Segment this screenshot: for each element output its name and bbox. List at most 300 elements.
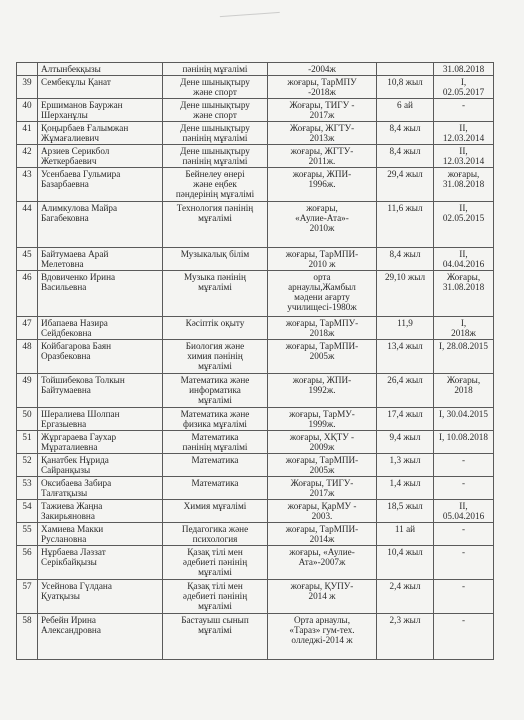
experience-cell: 2,4 жыл	[377, 580, 434, 614]
subject-cell-line: мұғалімі	[198, 282, 232, 292]
experience-cell: 10,8 жыл	[377, 76, 434, 99]
category-cell-line: 05.04.2016	[442, 511, 485, 521]
teacher-name-line: Байтумаевна	[41, 385, 91, 395]
education-cell-line: жоғары,	[306, 203, 338, 213]
education-cell	[268, 99, 377, 122]
teacher-name-line: Шерханұлы	[41, 110, 88, 120]
teacher-name-line: Қанатбек Нұрида	[41, 455, 109, 465]
category-cell	[434, 271, 494, 317]
education-cell-line: Жоғары, ТИГУ -	[289, 100, 355, 110]
category-cell-line: 02.05.2017	[442, 87, 485, 97]
education-cell-line: жоғары, ЖПИ-	[292, 375, 352, 385]
education-cell-line: жоғары, ҚУПУ-	[290, 581, 354, 591]
table-row	[17, 340, 494, 374]
teacher-name-line: Талғатқызы	[41, 488, 88, 498]
experience-cell: 6 ай	[377, 99, 434, 122]
teacher-name-line: Мұраталиевна	[41, 442, 98, 452]
subject-cell-line: Математика	[191, 455, 239, 465]
category-cell-line: -	[461, 615, 466, 625]
education-cell	[268, 317, 377, 340]
education-cell-line: -2018ж	[308, 87, 336, 97]
row-number: 39	[17, 76, 38, 99]
subject-cell-line: Дене шынықтыру	[180, 100, 250, 110]
category-cell-line: 2018	[454, 385, 473, 395]
teacher-name-line: Тажиева Жаңна	[41, 501, 103, 511]
subject-cell-line: мұғалімі	[198, 361, 232, 371]
education-cell-line: олледжі-2014 ж	[291, 635, 353, 645]
subject-cell-line: Қазақ тілі мен	[187, 547, 243, 557]
row-number: 51	[17, 431, 38, 454]
teacher-name-line: Алимкулова Майра	[41, 203, 118, 213]
education-cell-line: жоғары, ХҚТУ -	[289, 432, 355, 442]
experience-cell: 8,4 жыл	[377, 122, 434, 145]
education-cell-line: мәдени ағарту	[294, 292, 350, 302]
table-row	[17, 63, 494, 76]
subject-cell	[163, 122, 268, 145]
category-cell	[434, 168, 494, 202]
education-cell	[268, 580, 377, 614]
teacher-name	[38, 99, 163, 122]
teacher-name-line: Ибапаева Назира	[41, 318, 108, 328]
category-cell-line: 31.08.2018	[442, 179, 485, 189]
row-number: 54	[17, 500, 38, 523]
teacher-name-line: Оксибаева Забира	[41, 478, 112, 488]
education-cell-line: 2018ж	[309, 328, 335, 338]
subject-cell	[163, 477, 268, 500]
row-number: 40	[17, 99, 38, 122]
subject-cell-line: мұғалімі	[198, 601, 232, 611]
education-cell-line: 1999ж.	[308, 419, 336, 429]
teacher-name-line: Нұрбаева Ләззат	[41, 547, 106, 557]
category-cell-line: II,	[459, 123, 468, 133]
teacher-name	[38, 76, 163, 99]
table-row	[17, 454, 494, 477]
teacher-name-line: Қуатқызы	[41, 591, 80, 601]
teacher-name	[38, 374, 163, 408]
teacher-name-line: Усейнова Гүлдана	[41, 581, 112, 591]
category-cell-line: -	[461, 478, 466, 488]
staff-table	[16, 62, 494, 660]
experience-cell: 10,4 жыл	[377, 546, 434, 580]
education-cell-line: 2005ж	[309, 351, 335, 361]
education-cell-line: Жоғары, ТИГУ-	[290, 478, 354, 488]
experience-cell: 9,4 жыл	[377, 431, 434, 454]
subject-cell-line: Педагогика және	[181, 524, 249, 534]
teacher-name	[38, 523, 163, 546]
education-cell-line: арнаулы,Жамбыл	[288, 282, 356, 292]
row-number: 52	[17, 454, 38, 477]
category-cell	[434, 317, 494, 340]
category-cell-line: 04.04.2016	[442, 259, 485, 269]
teacher-name	[38, 340, 163, 374]
teacher-name-line: Жұргараева Гаухар	[41, 432, 117, 442]
table-row	[17, 168, 494, 202]
education-cell-line: 2010 ж	[308, 259, 336, 269]
table-row	[17, 500, 494, 523]
education-cell-line: жоғары, ТарМПИ-	[285, 455, 359, 465]
subject-cell-line: және спорт	[193, 87, 237, 97]
education-cell-line: -2004ж	[308, 64, 336, 74]
education-cell-line: жоғары, ЖПИ-	[292, 169, 352, 179]
subject-cell-line: физика мұғалімі	[183, 419, 247, 429]
subject-cell-line: Дене шынықтыру	[180, 77, 250, 87]
education-cell-line: «Аулие-Ата»-	[295, 213, 349, 223]
teacher-name-line: Александровна	[41, 625, 101, 635]
education-cell-line: училищесі-1980ж	[287, 302, 357, 312]
subject-cell-line: пәнінің мұғалімі	[182, 133, 248, 143]
row-number: 50	[17, 408, 38, 431]
teacher-name-line: Закирьяновна	[41, 511, 95, 521]
education-cell-line: 2017ж	[309, 488, 335, 498]
subject-cell-line: Биология және	[185, 341, 245, 351]
category-cell	[434, 500, 494, 523]
subject-cell-line: химия пәнінің	[187, 351, 243, 361]
education-cell-line: 1996ж.	[308, 179, 336, 189]
table-row	[17, 99, 494, 122]
teacher-name	[38, 431, 163, 454]
teacher-name	[38, 614, 163, 660]
subject-cell-line: әдебиеті пәнінің	[182, 557, 248, 567]
education-cell-line: 2010ж	[309, 223, 335, 233]
education-cell-line: жоғары, ТарМПИ-	[285, 249, 359, 259]
education-cell-line: 2011ж.	[308, 156, 336, 166]
subject-cell-line: пәнінің мұғалімі	[182, 156, 248, 166]
table-row	[17, 76, 494, 99]
education-cell-line: Орта арнаулы,	[293, 615, 351, 625]
education-cell	[268, 500, 377, 523]
subject-cell-line: пәндерінің мұғалімі	[175, 189, 255, 199]
experience-cell: 11,9	[377, 317, 434, 340]
subject-cell-line: мұғалімі	[198, 567, 232, 577]
experience-cell: 17,4 жыл	[377, 408, 434, 431]
experience-cell: 8,4 жыл	[377, 145, 434, 168]
subject-cell-line: Математика және	[180, 375, 250, 385]
subject-cell-line: Математика	[191, 432, 239, 442]
teacher-name	[38, 546, 163, 580]
category-cell-line: 12.03.2014	[442, 133, 485, 143]
category-cell-line: II,	[459, 203, 468, 213]
experience-cell: 18,5 жыл	[377, 500, 434, 523]
subject-cell	[163, 580, 268, 614]
teacher-name-line: Базарбаевна	[41, 179, 89, 189]
experience-cell: 2,3 жыл	[377, 614, 434, 660]
education-cell	[268, 477, 377, 500]
education-cell-line: 2014ж	[309, 534, 335, 544]
education-cell	[268, 454, 377, 477]
teacher-name-line: Қоңырбаев Ғалымжан	[41, 123, 129, 133]
teacher-name-line: Тойшибекова Толкын	[41, 375, 125, 385]
teacher-name-line: Оразбековна	[41, 351, 91, 361]
teacher-name-line: Серікбайқызы	[41, 557, 97, 567]
teacher-name-line: Шералиева Шолпан	[41, 409, 120, 419]
education-cell	[268, 546, 377, 580]
teacher-name-line: Жұмағалиевич	[41, 133, 100, 143]
table-row	[17, 477, 494, 500]
teacher-name	[38, 63, 163, 76]
category-cell-line: -	[461, 100, 466, 110]
teacher-name	[38, 168, 163, 202]
row-number: 45	[17, 248, 38, 271]
education-cell	[268, 202, 377, 248]
teacher-name	[38, 477, 163, 500]
category-cell-line: 31.08.2018	[442, 64, 485, 74]
education-cell	[268, 271, 377, 317]
teacher-name	[38, 454, 163, 477]
teacher-name-line: Ершиманов Бауржан	[41, 100, 123, 110]
education-cell	[268, 63, 377, 76]
experience-cell: 1,4 жыл	[377, 477, 434, 500]
subject-cell	[163, 168, 268, 202]
teacher-name	[38, 248, 163, 271]
table-row	[17, 202, 494, 248]
education-cell	[268, 408, 377, 431]
subject-cell	[163, 317, 268, 340]
teacher-name-line: Жеткербаевич	[41, 156, 97, 166]
subject-cell-line: Музыка пәнінің	[184, 272, 246, 282]
subject-cell-line: Музыкалық білім	[180, 249, 250, 259]
category-cell	[434, 63, 494, 76]
subject-cell-line: Бастауыш сынып	[181, 615, 249, 625]
row-number: 41	[17, 122, 38, 145]
teacher-name-line: Руслановна	[41, 534, 87, 544]
subject-cell-line: мұғалімі	[198, 625, 232, 635]
row-number: 55	[17, 523, 38, 546]
education-cell-line: орта	[313, 272, 331, 282]
table-row	[17, 317, 494, 340]
education-cell-line: жоғары, ТарМПИ-	[285, 524, 359, 534]
table-row	[17, 408, 494, 431]
table-row	[17, 546, 494, 580]
teacher-name-line: Мелетовна	[41, 259, 84, 269]
category-cell-line: 2018ж	[451, 328, 476, 338]
row-number: 43	[17, 168, 38, 202]
subject-cell	[163, 76, 268, 99]
subject-cell-line: және еңбек	[193, 179, 237, 189]
experience-cell: 29,10 жыл	[377, 271, 434, 317]
education-cell-line: 2017ж	[309, 110, 335, 120]
subject-cell	[163, 374, 268, 408]
row-number: 44	[17, 202, 38, 248]
education-cell	[268, 168, 377, 202]
experience-cell: 1,3 жыл	[377, 454, 434, 477]
row-number: 53	[17, 477, 38, 500]
category-cell	[434, 523, 494, 546]
category-cell-line: -	[461, 524, 466, 534]
experience-cell: 13,4 жыл	[377, 340, 434, 374]
teacher-name	[38, 122, 163, 145]
category-cell	[434, 76, 494, 99]
teacher-name	[38, 580, 163, 614]
category-cell-line: -	[461, 547, 466, 557]
subject-cell-line: психология	[192, 534, 238, 544]
education-cell-line: жоғары, ТарМУ-	[289, 409, 355, 419]
subject-cell-line: Технология пәнінің	[176, 203, 254, 213]
experience-cell: 11 ай	[377, 523, 434, 546]
category-cell	[434, 408, 494, 431]
category-cell	[434, 477, 494, 500]
category-cell-line: I,	[460, 77, 467, 87]
table-row	[17, 248, 494, 271]
subject-cell	[163, 431, 268, 454]
category-cell	[434, 580, 494, 614]
experience-cell: 11,6 жыл	[377, 202, 434, 248]
education-cell-line: 2014 ж	[308, 591, 336, 601]
subject-cell	[163, 500, 268, 523]
teacher-name-line: Байтумаева Арай	[41, 249, 109, 259]
education-cell-line: жоғары, ТарМПИ-	[285, 341, 359, 351]
category-cell-line: I, 30.04.2015	[439, 409, 488, 419]
teacher-name-line: Сейдбековна	[41, 328, 92, 338]
category-cell-line: I,	[460, 318, 467, 328]
experience-cell: 8,4 жыл	[377, 248, 434, 271]
education-cell	[268, 340, 377, 374]
row-number: 42	[17, 145, 38, 168]
education-cell	[268, 145, 377, 168]
teacher-name	[38, 145, 163, 168]
category-cell	[434, 431, 494, 454]
subject-cell-line: Бейнелеу өнері	[185, 169, 245, 179]
education-cell-line: Жоғары, ЖГТУ-	[289, 123, 355, 133]
row-number: 58	[17, 614, 38, 660]
subject-cell-line: Кәсіптік оқыту	[185, 318, 245, 328]
category-cell	[434, 122, 494, 145]
education-cell-line: жоғары, «Аулие-	[289, 547, 355, 557]
category-cell	[434, 454, 494, 477]
education-cell-line: 2013ж	[309, 133, 335, 143]
category-cell-line: -	[461, 581, 466, 591]
subject-cell-line: мұғалімі	[198, 213, 232, 223]
education-cell-line: жоғары, ҚарМУ -	[287, 501, 357, 511]
table-row	[17, 431, 494, 454]
experience-cell	[377, 63, 434, 76]
education-cell-line: 1992ж.	[308, 385, 336, 395]
row-number: 46	[17, 271, 38, 317]
subject-cell-line: пәнінің мұғалімі	[182, 442, 248, 452]
table-row	[17, 374, 494, 408]
category-cell-line: II,	[459, 249, 468, 259]
teacher-name-line: Багабековна	[41, 213, 89, 223]
teacher-name-line: Арзиев Серикбол	[41, 146, 110, 156]
category-cell	[434, 202, 494, 248]
education-cell	[268, 122, 377, 145]
subject-cell-line: және спорт	[193, 110, 237, 120]
teacher-name-line: Хамиева Макки	[41, 524, 104, 534]
teacher-name-line: Сайранқызы	[41, 465, 91, 475]
category-cell	[434, 614, 494, 660]
category-cell-line: II,	[459, 146, 468, 156]
subject-cell	[163, 248, 268, 271]
education-cell-line: жоғары, ТарМПУ	[287, 77, 357, 87]
table-row	[17, 145, 494, 168]
education-cell-line: 2009ж	[309, 442, 335, 452]
category-cell-line: Жоғары,	[446, 375, 481, 385]
teacher-name-line: Алтынбекқызы	[41, 64, 101, 74]
subject-cell-line: пәнінің мұғалімі	[182, 64, 248, 74]
teacher-name	[38, 408, 163, 431]
education-cell	[268, 374, 377, 408]
category-cell-line: I, 10.08.2018	[439, 432, 488, 442]
experience-cell: 26,4 жыл	[377, 374, 434, 408]
education-cell	[268, 523, 377, 546]
row-number: 47	[17, 317, 38, 340]
row-number: 49	[17, 374, 38, 408]
subject-cell	[163, 614, 268, 660]
teacher-name	[38, 317, 163, 340]
education-cell-line: «Тараз» гум-тех.	[289, 625, 355, 635]
category-cell	[434, 99, 494, 122]
teacher-name-line: Васильевна	[41, 282, 87, 292]
teacher-name-line: Усенбаева Гульмира	[41, 169, 121, 179]
education-cell-line: жоғары, ЖГТУ-	[290, 146, 354, 156]
education-cell	[268, 248, 377, 271]
subject-cell	[163, 145, 268, 168]
teacher-name-line: Ребейн Ирина	[41, 615, 96, 625]
category-cell-line: жоғары,	[447, 169, 480, 179]
subject-cell	[163, 408, 268, 431]
category-cell-line: II,	[459, 501, 468, 511]
subject-cell	[163, 63, 268, 76]
category-cell	[434, 374, 494, 408]
category-cell	[434, 546, 494, 580]
category-cell	[434, 248, 494, 271]
category-cell-line: 31.08.2018	[442, 282, 485, 292]
teacher-name-line: Койбагарова Баян	[41, 341, 112, 351]
subject-cell	[163, 523, 268, 546]
education-cell-line: 2003.	[311, 511, 333, 521]
scan-artifact	[220, 12, 280, 23]
teacher-name	[38, 500, 163, 523]
category-cell-line: -	[461, 455, 466, 465]
education-cell	[268, 614, 377, 660]
subject-cell	[163, 454, 268, 477]
subject-cell-line: мұғалімі	[198, 395, 232, 405]
subject-cell	[163, 340, 268, 374]
education-cell	[268, 431, 377, 454]
category-cell	[434, 340, 494, 374]
table-row	[17, 614, 494, 660]
subject-cell-line: Математика	[191, 478, 239, 488]
education-cell-line: 2005ж	[309, 465, 335, 475]
category-cell-line: Жоғары,	[446, 272, 481, 282]
subject-cell	[163, 202, 268, 248]
experience-cell: 29,4 жыл	[377, 168, 434, 202]
subject-cell	[163, 546, 268, 580]
subject-cell-line: Дене шынықтыру	[180, 123, 250, 133]
teacher-name	[38, 202, 163, 248]
row-number: 57	[17, 580, 38, 614]
category-cell-line: 12.03.2014	[442, 156, 485, 166]
row-number: 48	[17, 340, 38, 374]
teacher-name	[38, 271, 163, 317]
subject-cell-line: Математика және	[180, 409, 250, 419]
subject-cell	[163, 271, 268, 317]
table-row	[17, 271, 494, 317]
subject-cell-line: Химия мұғалімі	[183, 501, 247, 511]
subject-cell	[163, 99, 268, 122]
education-cell	[268, 76, 377, 99]
subject-cell-line: информатика	[189, 385, 241, 395]
teacher-name-line: Вдовиченко Ирина	[41, 272, 116, 282]
teacher-name-line: Сембекұлы Қанат	[41, 77, 111, 87]
table-row	[17, 523, 494, 546]
category-cell-line: I, 28.08.2015	[439, 341, 488, 351]
row-number	[17, 63, 38, 76]
category-cell	[434, 145, 494, 168]
row-number: 56	[17, 546, 38, 580]
subject-cell-line: Дене шынықтыру	[180, 146, 250, 156]
education-cell-line: жоғары, ТарМПУ-	[285, 318, 359, 328]
teacher-name-line: Ергазыевна	[41, 419, 87, 429]
